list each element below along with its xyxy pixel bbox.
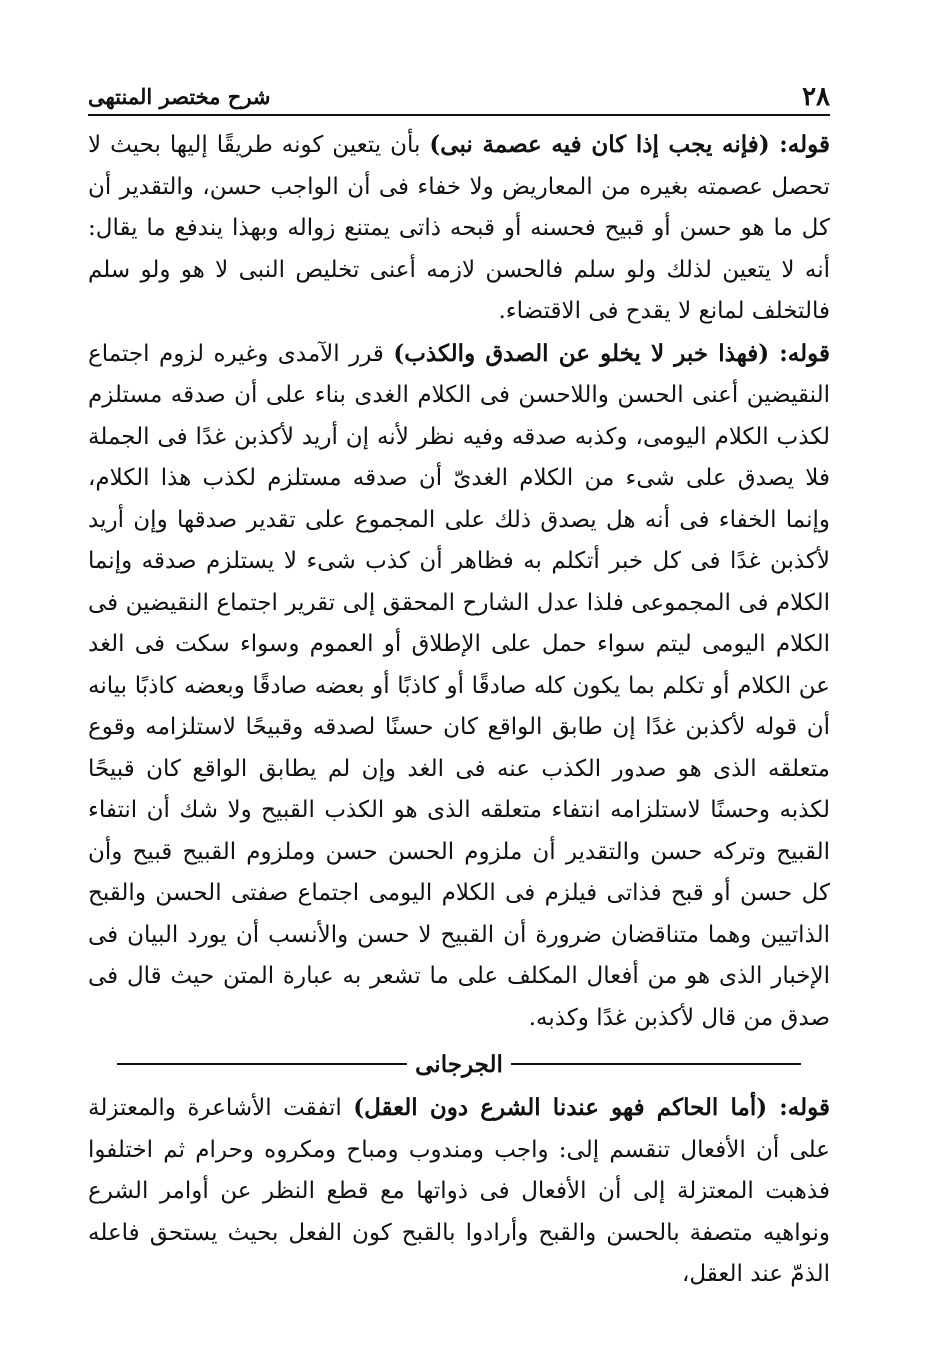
quoted-lemma-3: قوله: (أما الحاكم فهو عندنا الشرع دون العقل)	[353, 1094, 830, 1121]
paragraph-body-1: بأن يتعين كونه طريقًا إليها بحيث لا تحصل عصمته بغيره من المعاريض ولا خفاء فى أن الواجب حسن، والتقدير أن كل ما هو حسن أو قبيح فحسنه أو قبحه ذاتى يمتنع زواله وبهذا يندفع ما يقال: أنه لا يتعين لذلك ولو سلم فالحسن لازمه أعنى تخليص النبى لا هو ولو سلم فالتخلف لمانع لا يقدح فى الاقتضاء.	[88, 132, 830, 324]
commentary-paragraph-3	[88, 1087, 830, 1296]
section-title: الجرجانى	[415, 1050, 503, 1078]
page-number: ٢٨	[802, 82, 830, 112]
quoted-lemma-1: قوله: (فإنه يجب إذا كان فيه عصمة نبى)	[429, 131, 830, 158]
document-page	[88, 70, 830, 1350]
commentary-paragraph-1	[88, 124, 830, 333]
divider-rule-left	[117, 1063, 407, 1065]
paragraph-body-3: اتفقت الأشاعرة والمعتزلة على أن الأفعال تنقسم إلى: واجب ومندوب ومباح ومكروه وحرام ثم اختلفوا فذهبت المعتزلة إلى أن الأفعال فى ذواتها مع قطع النظر عن أوامر الشرع ونواهيه متصفة بالحسن والقبح وأرادوا بالقبح كون الفعل بحيث يستحق فاعله الذمّ عند العقل،	[88, 1095, 831, 1287]
divider-rule-right	[511, 1063, 801, 1065]
paragraph-body-2: قرر الآمدى وغيره لزوم اجتماع النقيضين أعنى الحسن واللاحسن فى الكلام الغدى بناء على أن صدقه مستلزم لكذب الكلام اليومى، وكذبه صدقه وفيه نظر لأنه إن أريد لأكذبن غدًا فى الجملة فلا يصدق على شىء من الكلام الغدىّ أن صدقه مستلزم لكذب هذا الكلام، وإنما الخفاء فى أنه هل يصدق ذلك على المجموع على تقدير صدقها وإن أريد لأكذبن غدًا فى كل خبر أتكلم به فظاهر أن كذب شىء لا يستلزم صدقه وإنما الكلام فى المجموعى فلذا عدل الشارح المحقق إلى تقرير اجتماع النقيضين فى الكلام اليومى ليتم سواء حمل على الإطلاق أو العموم وسواء سكت فى الغد عن الكلام أو تكلم بما يكون كله صادقًا أو كاذبًا أو بعضه صادقًا وبعضه كاذبًا بيانه أن قوله لأكذبن غدًا إن طابق الواقع كان حسنًا لصدقه وقبيحًا لاستلزامه وقوع متعلقه الذى هو صدور الكذب عنه فى الغد وإن لم يطابق الواقع كان قبيحًا لكذبه وحسنًا لاستلزامه انتفاء متعلقه الذى هو الكذب القبيح ولا شك أن انتفاء القبيح وتركه حسن والتقدير أن ملزوم الحسن حسن وملزوم القبيح قبيح وأن كل حسن أو قبح فذاتى فيلزم فى الكلام اليومى اجتماع صفتى الحسن والقبح الذاتيين وهما متناقضان ضرورة أن القبيح لا حسن والأنسب أن يورد البيان فى الإخبار الذى هو من أفعال المكلف على ما تشعر به عبارة المتن حيث قال فى صدق من قال لأكذبن غدًا وكذبه.	[88, 340, 830, 1031]
running-title: شرح مختصر المنتهى	[88, 84, 271, 109]
quoted-lemma-2: قوله: (فهذا خبر لا يخلو عن الصدق والكذب)	[393, 339, 831, 367]
section-divider	[88, 1047, 830, 1081]
page-header	[88, 70, 830, 116]
commentary-paragraph-2	[88, 333, 830, 1040]
